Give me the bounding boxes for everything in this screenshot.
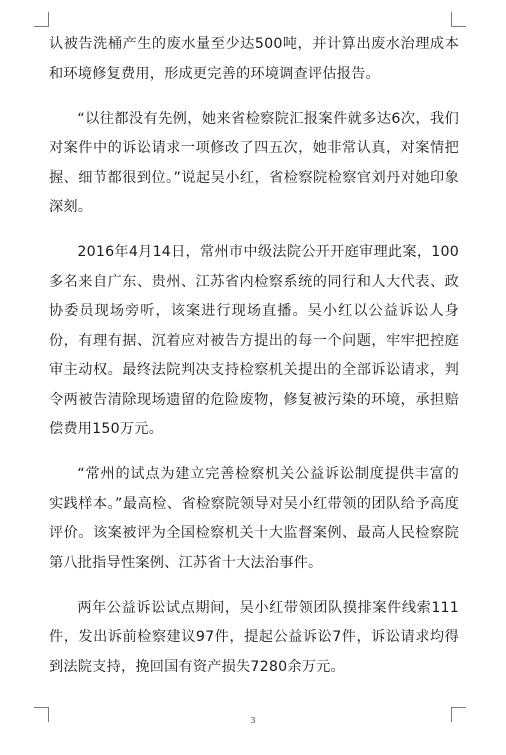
paragraph-pilot-results: 两年公益诉讼试点期间，吴小红带领团队摸排案件线索111件，发出诉前检察建议97件，提起公益诉讼7件，诉讼请求均得到法院支持，挽回国有资产损失7280余万元。 [49, 599, 459, 675]
paragraph-continuation: 认被告洗桶产生的废水量至少达500吨，并计算出废水治理成本和环境修复费用，形成更完善的环境调查评估报告。 [49, 36, 459, 82]
paragraph-evaluation: “常州的试点为建立完善检察机关公益诉讼制度提供丰富的实践样本。”最高检、省检察院领导对吴小红带领的团队给予高度评价。该案被评为全国检察机关十大监督案例、最高人民检察院第八批指导性案例、江苏省十大法治事件。 [49, 466, 459, 571]
crop-mark-top-left [34, 12, 49, 27]
document-body [49, 30, 459, 682]
paragraph-quote-liu-dan: “以往都没有先例，她来省检察院汇报案件就多达6次，我们对案件中的诉讼请求一项修改了四五次，她非常认真，对案情把握、细节都很到位。”说起吴小红，省检察院检察官刘丹对她印象深刻。 [49, 110, 459, 215]
paragraph-court-hearing: 2016年4月14日，常州市中级法院公开开庭审理此案，100多名来自广东、贵州、江苏省内检察系统的同行和人大代表、政协委员现场旁听，该案进行现场直播。吴小红以公益诉讼人身份，有理有据、沉着应对被告方提出的每一个问题，牢牢把控庭审主动权。最终法院判决支持检察机关提出的全部诉讼请求，判令两被告清除现场遗留的危险废物，修复被污染的环境，承担赔偿费用150万元。 [49, 244, 459, 437]
page-number: 3 [250, 716, 256, 725]
crop-mark-top-right [451, 12, 466, 27]
